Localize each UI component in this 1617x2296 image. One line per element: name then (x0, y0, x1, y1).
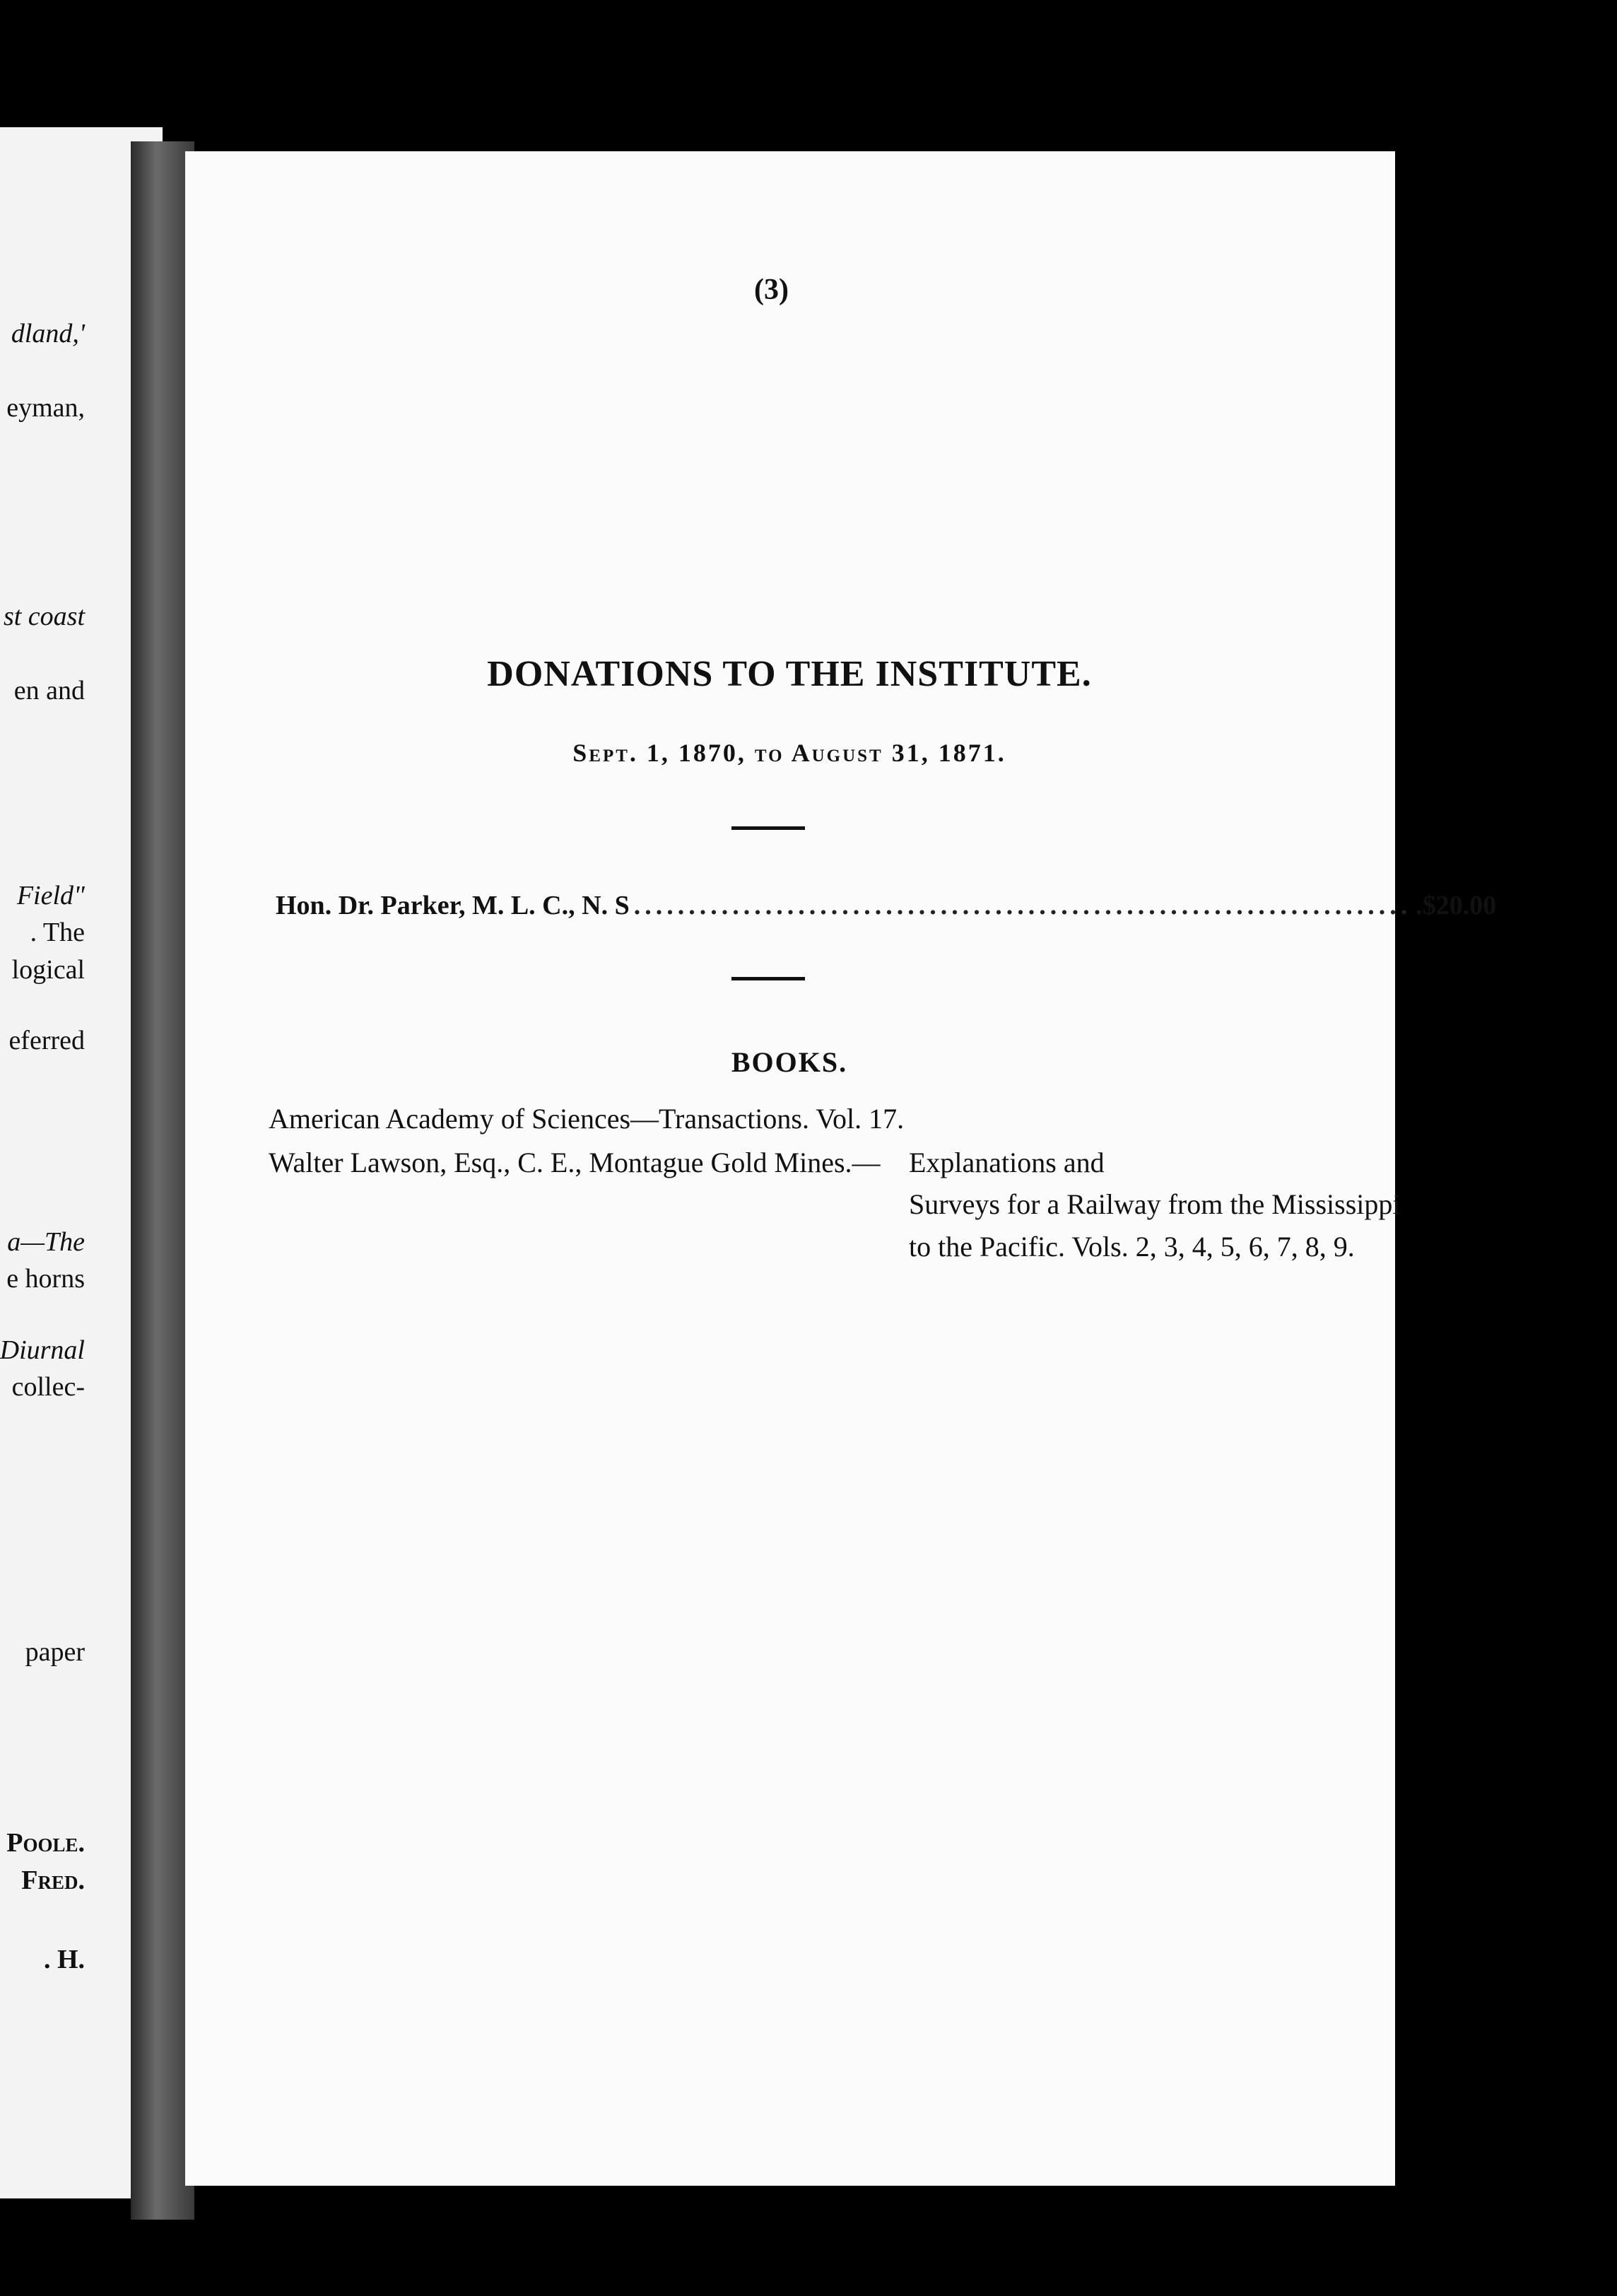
left-page-line: collec- (11, 1372, 85, 1402)
book-entry-line: to the Pacific. Vols. 2, 3, 4, 5, 6, 7, 8, 9. (909, 1231, 1355, 1263)
left-page-line: Fred. (21, 1866, 85, 1895)
left-page-line: e horns (6, 1264, 85, 1294)
left-page-line: st coast (3, 602, 85, 631)
left-page-line: . H. (43, 1945, 85, 1974)
left-page-line: Field" (16, 881, 85, 910)
left-page-line: Poole. (6, 1828, 85, 1858)
left-page-line: . The (30, 918, 85, 947)
dot-leader: ....................................................................... (633, 891, 1412, 920)
left-page-line: Diurnal (0, 1335, 85, 1365)
book-entry-line: American Academy of Sciences—Transactions. Vol. 17. (269, 1103, 905, 1135)
divider-rule (731, 977, 805, 980)
date-range: Sept. 1, 1870, to August 31, 1871. (572, 739, 1006, 767)
document-page (185, 151, 1497, 2186)
left-page-line: logical (11, 955, 85, 985)
left-page-line: paper (25, 1637, 85, 1667)
donor-name: Hon. Dr. Parker, M. L. C., N. S (276, 891, 630, 920)
donation-amount: .$20.00 (1416, 891, 1497, 920)
book-entry-line (269, 1146, 1442, 1179)
left-page-line: eyman, (6, 393, 85, 423)
left-page-line: eferred (8, 1026, 85, 1055)
page-title: DONATIONS TO THE INSTITUTE. (487, 654, 1092, 694)
left-page-line: dland,' (11, 319, 85, 348)
books-heading: BOOKS. (731, 1046, 848, 1078)
divider-rule (731, 826, 805, 830)
left-page-line: en and (13, 676, 85, 705)
left-page-line: a—The (7, 1227, 85, 1257)
book-entry-line: Surveys for a Railway from the Mississippi (909, 1188, 1401, 1220)
book-entry-text: Explanations and (909, 1147, 1105, 1178)
book-entry-text: Walter Lawson, Esq., C. E., Montague Gold Mines.— (269, 1147, 881, 1178)
page-number: (3) (754, 274, 789, 306)
donation-entry (276, 890, 1497, 932)
